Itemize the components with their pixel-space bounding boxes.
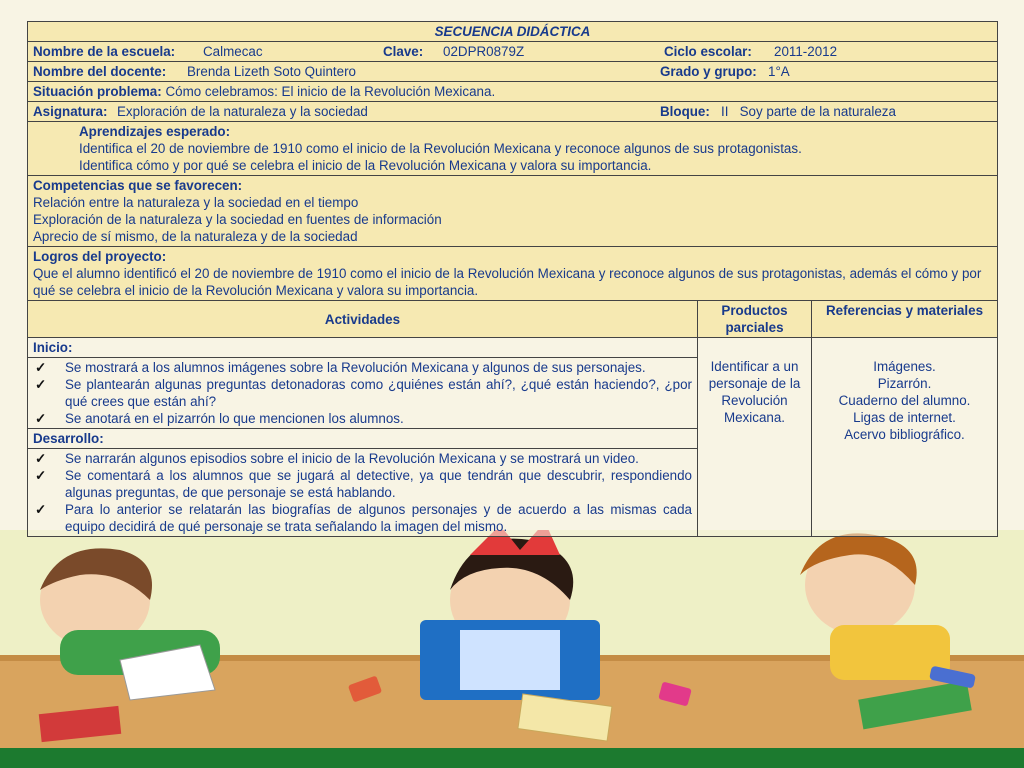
- reference-item: Pizarrón.: [877, 376, 932, 391]
- child-left-figure: [40, 548, 220, 700]
- reference-item: Imágenes.: [873, 359, 936, 374]
- inicio-items: [28, 358, 698, 429]
- crayon-pink: [658, 681, 692, 706]
- bottom-green-bar: [0, 748, 1024, 768]
- subject-value: Exploración de la naturaleza y la sociedad: [117, 104, 368, 119]
- learning-expected-row: [28, 122, 998, 176]
- key-value: 02DPR0879Z: [443, 44, 525, 59]
- inicio-heading-row: [28, 338, 998, 358]
- checklist-item: [33, 410, 692, 427]
- sequence-title: SECUENCIA DIDÁCTICA: [28, 22, 998, 42]
- columns-header-row: [28, 301, 998, 338]
- achievements-text: Que el alumno identificó el 20 de noviembre de 1910 como el inicio de la Revolución Mexicana y reconoce algunos de sus protagonistas, además el cómo y por qué se celebra el inicio de la Revolución Mexicana y valora su importancia.: [33, 266, 982, 298]
- checklist-item: [33, 359, 692, 376]
- desarrollo-item-2: Se comentará a los alumnos que se jugará al detective, ya que tendrán que descubrir, respondiendo algunas preguntas, de que personaje se está hablando.: [65, 468, 692, 500]
- learning-heading: Aprendizajes esperado:: [79, 124, 231, 139]
- desarrollo-item-1: Se narrarán algunos episodios sobre el inicio de la Revolución Mexicana y se mostrará un video.: [65, 451, 639, 466]
- competencies-row: [28, 176, 998, 247]
- achievements-row: [28, 247, 998, 301]
- children-reading-illustration: [0, 530, 1024, 750]
- learning-line-1: Identifica el 20 de noviembre de 1910 como el inicio de la Revolución Mexicana y reconoce algunos de sus protagonistas.: [79, 141, 802, 156]
- learning-line-2: Identifica cómo y por qué se celebra el inicio de la Revolución Mexicana y valora su importancia.: [79, 158, 652, 173]
- green-book: [858, 681, 972, 730]
- checklist-item: [33, 376, 692, 410]
- problem-label: Situación problema:: [33, 84, 162, 99]
- inicio-item-2: Se plantearán algunas preguntas detonadoras como ¿quiénes están ahí?, ¿qué están haciendo?, ¿por qué crees que están ahí?: [65, 377, 692, 409]
- reference-item: Acervo bibliográfico.: [844, 427, 965, 442]
- red-book: [39, 706, 121, 742]
- check-icon: ✓: [35, 411, 47, 426]
- desarrollo-item-3: Para lo anterior se relatarán las biografías de algunos personajes y de acuerdo a las mismas cada equipo decidirá de qué personaje se trata señalando la imagen del mismo.: [65, 502, 692, 534]
- teacher-label: Nombre del docente:: [33, 64, 167, 79]
- inicio-item-3: Se anotará en el pizarrón lo que mencionen los alumnos.: [65, 411, 404, 426]
- key-label: Clave:: [383, 44, 424, 59]
- teacher-value: Brenda Lizeth Soto Quintero: [187, 64, 356, 79]
- crayon-red: [348, 675, 382, 702]
- check-icon: ✓: [35, 377, 47, 392]
- block-value: II Soy parte de la naturaleza: [721, 104, 896, 119]
- problem-value: Cómo celebramos: El inicio de la Revolución Mexicana.: [165, 84, 496, 99]
- school-value: Calmecac: [203, 44, 263, 59]
- reference-item: Cuaderno del alumno.: [838, 393, 971, 408]
- checklist-item: [33, 501, 692, 535]
- check-icon: ✓: [35, 502, 47, 517]
- grade-label: Grado y grupo:: [660, 64, 757, 79]
- checklist-item: [33, 450, 692, 467]
- inicio-heading: Inicio:: [28, 338, 698, 358]
- desarrollo-heading: Desarrollo:: [28, 429, 698, 449]
- references-header: Referencias y materiales: [812, 301, 998, 338]
- didactic-sequence-table: [27, 21, 998, 537]
- check-icon: ✓: [35, 360, 47, 375]
- cycle-value: 2011-2012: [774, 44, 838, 59]
- check-icon: ✓: [35, 451, 47, 466]
- subject-row: [28, 102, 998, 122]
- teacher-row: [28, 62, 998, 82]
- check-icon: ✓: [35, 468, 47, 483]
- competencies-heading: Competencias que se favorecen:: [33, 178, 243, 193]
- school-label: Nombre de la escuela:: [33, 44, 176, 59]
- competency-2: Exploración de la naturaleza y la sociedad en fuentes de información: [33, 212, 442, 227]
- notebook: [518, 694, 612, 741]
- inicio-item-1: Se mostrará a los alumnos imágenes sobre la Revolución Mexicana y algunos de sus personajes.: [65, 360, 646, 375]
- achievements-heading: Logros del proyecto:: [33, 249, 167, 264]
- activities-header: Actividades: [28, 301, 698, 338]
- partial-products-cell: Identificar a un personaje de la Revolución Mexicana.: [698, 338, 812, 537]
- cycle-label: Ciclo escolar:: [664, 44, 752, 59]
- subject-label: Asignatura:: [33, 104, 108, 119]
- school-row: [28, 42, 998, 62]
- competency-1: Relación entre la naturaleza y la sociedad en el tiempo: [33, 195, 359, 210]
- reference-item: Ligas de internet.: [853, 410, 956, 425]
- competency-3: Aprecio de sí mismo, de la naturaleza y de la sociedad: [33, 229, 358, 244]
- child-right-figure: [800, 533, 950, 680]
- grade-value: 1°A: [768, 64, 790, 79]
- desarrollo-items: [28, 449, 698, 537]
- problem-row: [28, 82, 998, 102]
- child-center-figure: [420, 530, 600, 700]
- references-cell: [812, 338, 998, 537]
- products-header: Productos parciales: [698, 301, 812, 338]
- checklist-item: [33, 467, 692, 501]
- block-label: Bloque:: [660, 104, 710, 119]
